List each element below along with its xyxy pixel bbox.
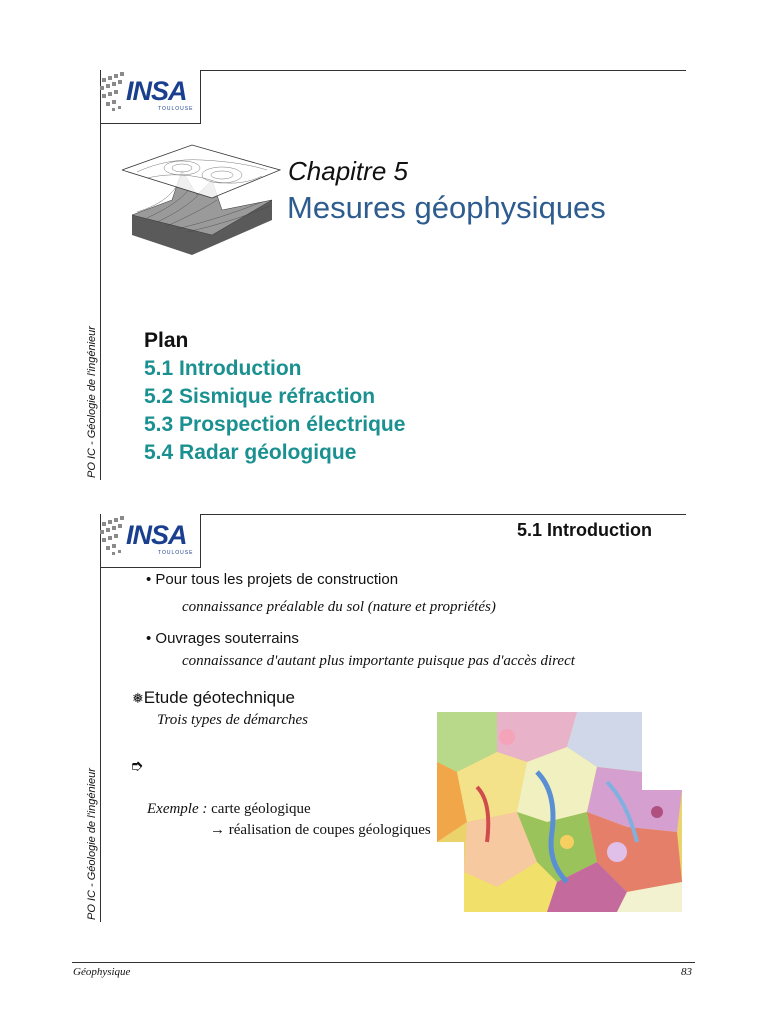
slide1-top-rule [200,70,686,71]
snowflake-icon: ❅ [132,691,144,707]
pointing-arrow-icon: ➮ [130,756,144,775]
plan-item-electrique: 5.3 Prospection électrique [144,413,406,436]
study-detail: Trois types de démarches [157,712,308,728]
footer-rule [72,962,695,963]
slide2-left-rule [100,514,101,922]
right-arrow-icon: → [210,822,225,838]
insa-logo-text: INSA [126,76,187,106]
plan-item-introduction: 5.1 Introduction [144,357,302,380]
slide2-top-rule [200,514,686,515]
insa-logo [98,72,208,122]
slide2-logo-underline [100,567,201,568]
terrain-illustration [122,140,282,260]
insa-logo-slide2 [98,516,208,566]
chapter-title: Mesures géophysiques [287,190,606,225]
footer-left-text: Géophysique [73,966,131,978]
example-text: carte géologique [207,801,311,817]
slide1-left-rule [100,70,101,480]
bullet-construction: • Pour tous les projets de construction [146,571,399,588]
plan-item-sismique: 5.2 Sismique réfraction [144,385,376,408]
example-label: Exemple : [147,801,208,817]
plan-item-radar: 5.4 Radar géologique [144,441,357,464]
geological-map-image [437,712,687,912]
bullet-construction-detail: connaissance préalable du sol (nature et propriétés) [182,599,496,615]
bullet-souterrains-detail: connaissance d'autant plus importante puisque pas d'accès direct [182,653,575,669]
footer-page-number: 83 [681,966,692,978]
chapter-subtitle: Chapitre 5 [288,156,408,186]
study-heading [132,688,295,708]
insa-logo-subtext: TOULOUSE [158,106,194,112]
example-result-line [210,822,431,839]
plan-list [144,355,405,467]
bullet-souterrains: • Ouvrages souterrains [146,630,299,647]
example-result: réalisation de coupes géologiques [225,822,431,838]
side-label-slide1: PO IC - Géologie de l'ingénieur [86,326,98,478]
side-label-slide2: PO IC - Géologie de l'ingénieur [86,768,98,920]
insa-logo-subtext: TOULOUSE [158,550,194,556]
section-heading: 5.1 Introduction [517,520,652,540]
insa-logo-text: INSA [126,520,187,550]
slide1-logo-underline [100,123,201,124]
study-label: Etude géotechnique [143,688,295,707]
example-line [147,801,311,818]
plan-title: Plan [144,329,189,352]
